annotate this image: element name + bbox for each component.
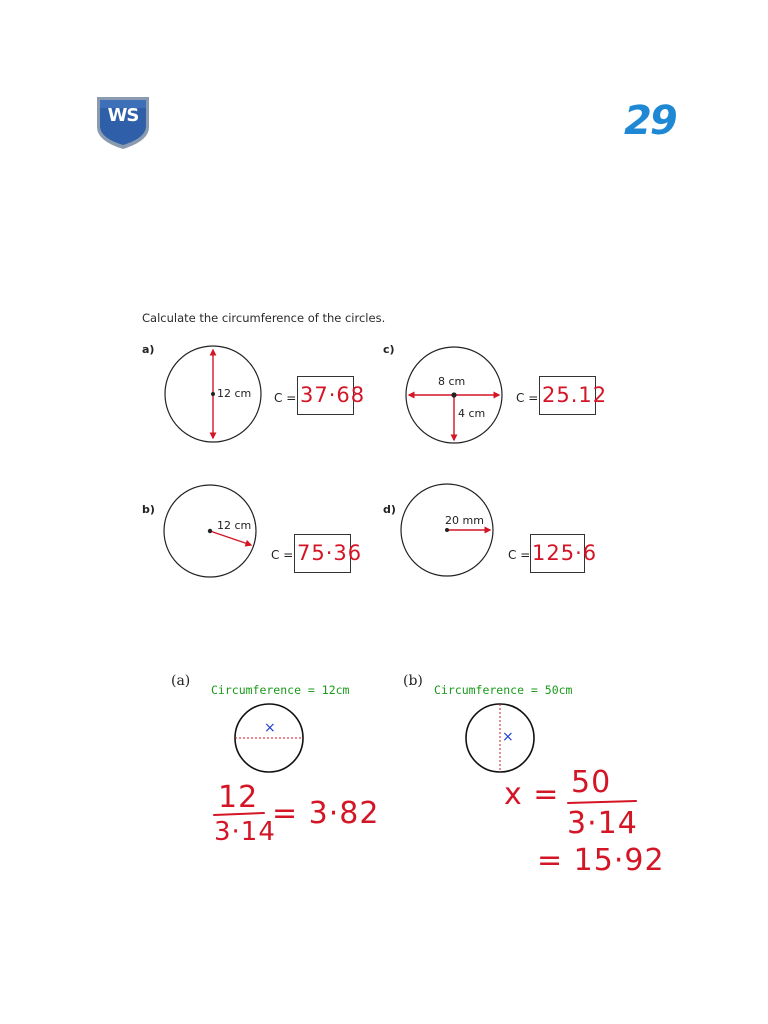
circle-d-diagram — [401, 484, 493, 576]
circle-c-diagram — [406, 347, 502, 443]
question-b-c-label: C = — [271, 548, 294, 562]
question-a-measure: 12 cm — [217, 387, 252, 400]
question-a-label: a) — [142, 343, 155, 356]
question-b-answer: 75·36 — [297, 541, 363, 565]
exercise-instruction: Calculate the circumference of the circles. — [142, 311, 386, 325]
question-d-label: d) — [383, 503, 396, 516]
working-b-result: = 15·92 — [537, 843, 665, 878]
question-c-label: c) — [383, 343, 395, 356]
reverse-a-label: (a) — [171, 673, 191, 689]
reverse-b-given: Circumference = 50cm — [434, 683, 573, 697]
centre-mark-b: × — [502, 729, 514, 745]
working-b-denominator: 3·14 — [567, 806, 638, 841]
reverse-b-label: (b) — [403, 673, 423, 689]
working-b-numerator: 50 — [571, 765, 612, 800]
question-b-label: b) — [142, 503, 155, 516]
question-d-answer: 125·6 — [532, 541, 598, 565]
question-c-answer: 25.12 — [542, 383, 608, 407]
circle-reverse-a-diagram — [235, 704, 303, 772]
working-a-result: = 3·82 — [272, 796, 380, 831]
circle-reverse-b-diagram — [466, 704, 534, 772]
reverse-a-given: Circumference = 12cm — [211, 683, 350, 697]
question-d-measure: 20 mm — [445, 514, 484, 527]
working-a-numerator: 12 — [218, 780, 259, 815]
question-b-measure: 12 cm — [217, 519, 252, 532]
question-c-measure-diameter: 8 cm — [438, 375, 466, 388]
page-number: 29 — [624, 98, 676, 144]
logo-text: WS — [107, 105, 139, 126]
working-b-lhs: x = — [504, 777, 560, 812]
question-c-measure-radius: 4 cm — [458, 407, 486, 420]
question-a-answer: 37·68 — [300, 383, 366, 407]
centre-mark-a: × — [264, 720, 276, 736]
question-d-c-label: C = — [508, 548, 531, 562]
fraction-bar-b — [568, 801, 636, 803]
question-a-c-label: C = — [274, 391, 297, 405]
question-c-c-label: C = — [516, 391, 539, 405]
working-a-denominator: 3·14 — [214, 817, 276, 847]
